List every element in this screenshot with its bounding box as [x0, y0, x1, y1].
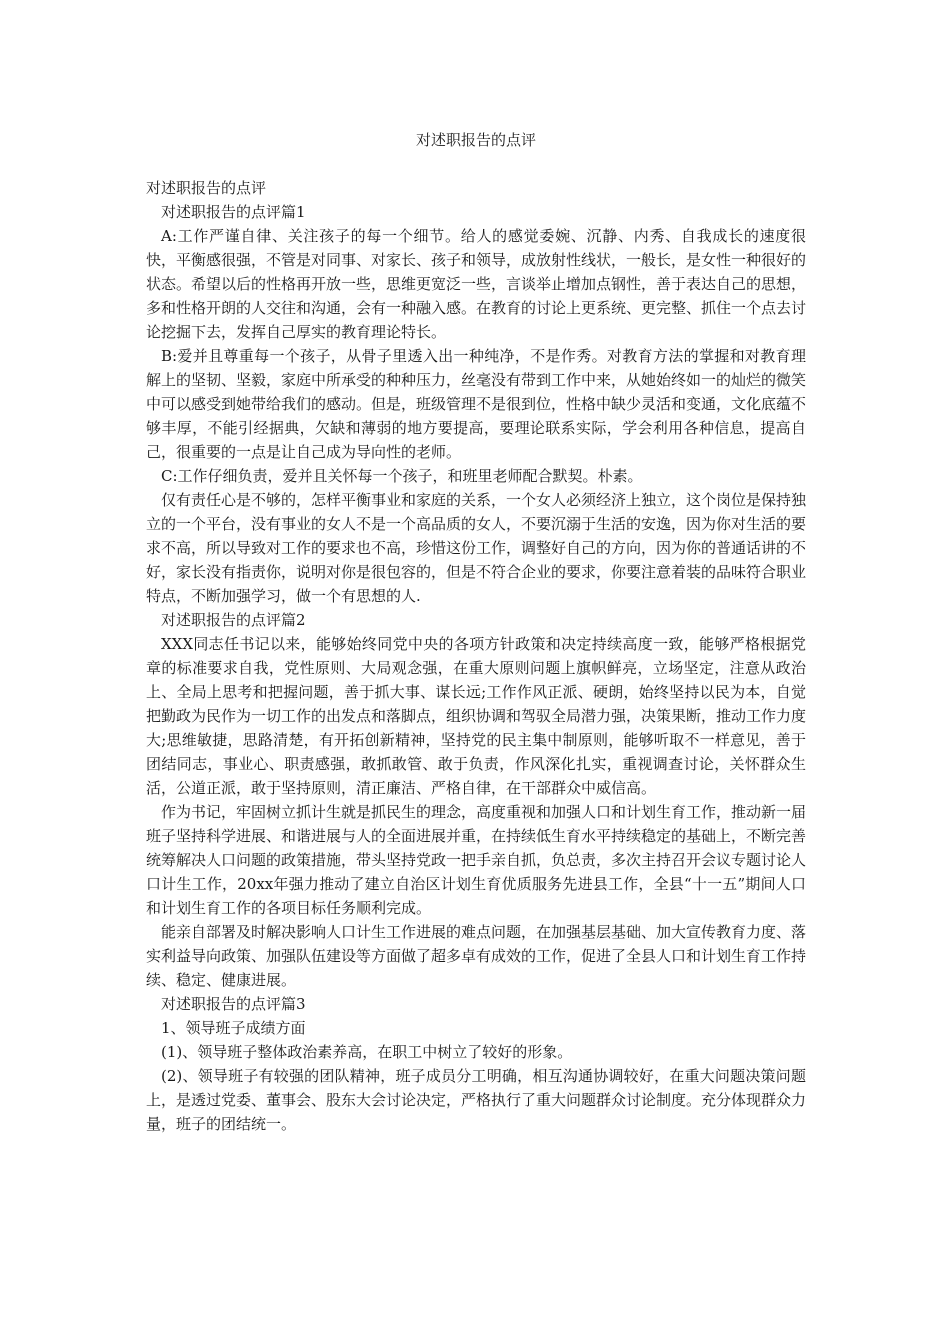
section-heading: 对述职报告的点评篇3 — [161, 995, 306, 1013]
paragraph: 仅有责任心是不够的，怎样平衡事业和家庭的关系，一个女人必须经济上独立，这个岗位是保持独立的一个平台，没有事业的女人不是一个高品质的女人，不要沉溺于生活的安逸，因为你对生活的要求不高，所以导致对工作的要求也不高，珍惜这份工作，调整好自己的方向，因为你的普通话讲的不好，家长没有指责你，说明对你是很包容的，但是不符合企业的要求，你要注意着装的品味符合职业特点，不断加强学习，做一个有思想的人. — [146, 491, 807, 605]
paragraph: B:爱并且尊重每一个孩子，从骨子里透入出一种纯净，不是作秀。对教育方法的掌握和对教育理解上的坚韧、坚毅，家庭中所承受的种种压力，丝毫没有带到工作中来，从她始终如一的灿烂的微笑中可以感受到她带给我们的感动。但是，班级管理不是很到位，性格中缺少灵活和变通，文化底蕴不够丰厚，不能引经据典，欠缺和薄弱的地方要提高，要理论联系实际，学会利用各种信息，提高自己，很重要的一点是让自己成为导向性的老师。 — [146, 347, 807, 461]
paragraph: C:工作仔细负责，爱并且关怀每一个孩子，和班里老师配合默契。朴素。 — [161, 467, 643, 485]
list-item: (1)、领导班子整体政治素养高，在职工中树立了较好的形象。 — [161, 1043, 573, 1061]
paragraph: 对述职报告的点评 — [146, 179, 267, 197]
section-heading: 对述职报告的点评篇2 — [161, 611, 306, 629]
paragraph: A:工作严谨自律、关注孩子的每一个细节。给人的感觉委婉、沉静、内秀、自我成长的速度很快，平衡感很强，不管是对同事、对家长、孩子和领导，成放射性线状，一般长，是女性一种很好的状态。希望以后的性格再开放一些，思维更宽泛一些，言谈举止增加点钢性，善于表达自己的思想，多和性格开朗的人交往和沟通，会有一种融入感。在教育的讨论上更系统、更完整、抓住一个点去讨论挖掘下去，发挥自己厚实的教育理论特长。 — [146, 227, 807, 341]
list-item: (2)、领导班子有较强的团队精神，班子成员分工明确，相互沟通协调较好，在重大问题决策问题上，是透过党委、董事会、股东大会讨论决定，严格执行了重大问题群众讨论制度。充分体现群众力量，班子的团结统一。 — [146, 1067, 807, 1133]
section-heading: 对述职报告的点评篇1 — [161, 203, 306, 221]
paragraph: 作为书记，牢固树立抓计生就是抓民生的理念，高度重视和加强人口和计划生育工作，推动新一届班子坚持科学进展、和谐进展与人的全面进展并重，在持续低生育水平持续稳定的基础上，不断完善统筹解决人口问题的政策措施，带头坚持党政一把手亲自抓，负总责，多次主持召开会议专题讨论人口计生工作，20xx年强力推动了建立自治区计划生育优质服务先进县工作，全县“十一五”期间人口和计划生育工作的各项目标任务顺利完成。 — [146, 803, 807, 917]
list-heading: 1、领导班子成绩方面 — [161, 1019, 306, 1037]
document-title: 对述职报告的点评 — [415, 131, 536, 149]
paragraph: XXX同志任书记以来，能够始终同党中央的各项方针政策和决定持续高度一致，能够严格根据党章的标准要求自我，党性原则、大局观念强，在重大原则问题上旗帜鲜亮，立场坚定，注意从政治上、全局上思考和把握问题，善于抓大事、谋长远;工作作风正派、硬朗，始终坚持以民为本，自觉把勤政为民作为一切工作的出发点和落脚点，组织协调和驾驭全局潜力强，决策果断，推动工作力度大;思维敏捷，思路清楚，有开拓创新精神，坚持党的民主集中制原则，能够听取不一样意见，善于团结同志，事业心、职责感强，敢抓敢管、敢于负责，作风深化扎实，重视调查讨论，关怀群众生活，公道正派，敢于坚持原则，清正廉洁、严格自律，在干部群众中威信高。 — [146, 635, 807, 797]
document-body — [146, 176, 806, 1136]
paragraph: 能亲自部署及时解决影响人口计生工作进展的难点问题，在加强基层基础、加大宣传教育力度、落实利益导向政策、加强队伍建设等方面做了超多卓有成效的工作，促进了全县人口和计划生育工作持续、稳定、健康进展。 — [146, 923, 807, 989]
